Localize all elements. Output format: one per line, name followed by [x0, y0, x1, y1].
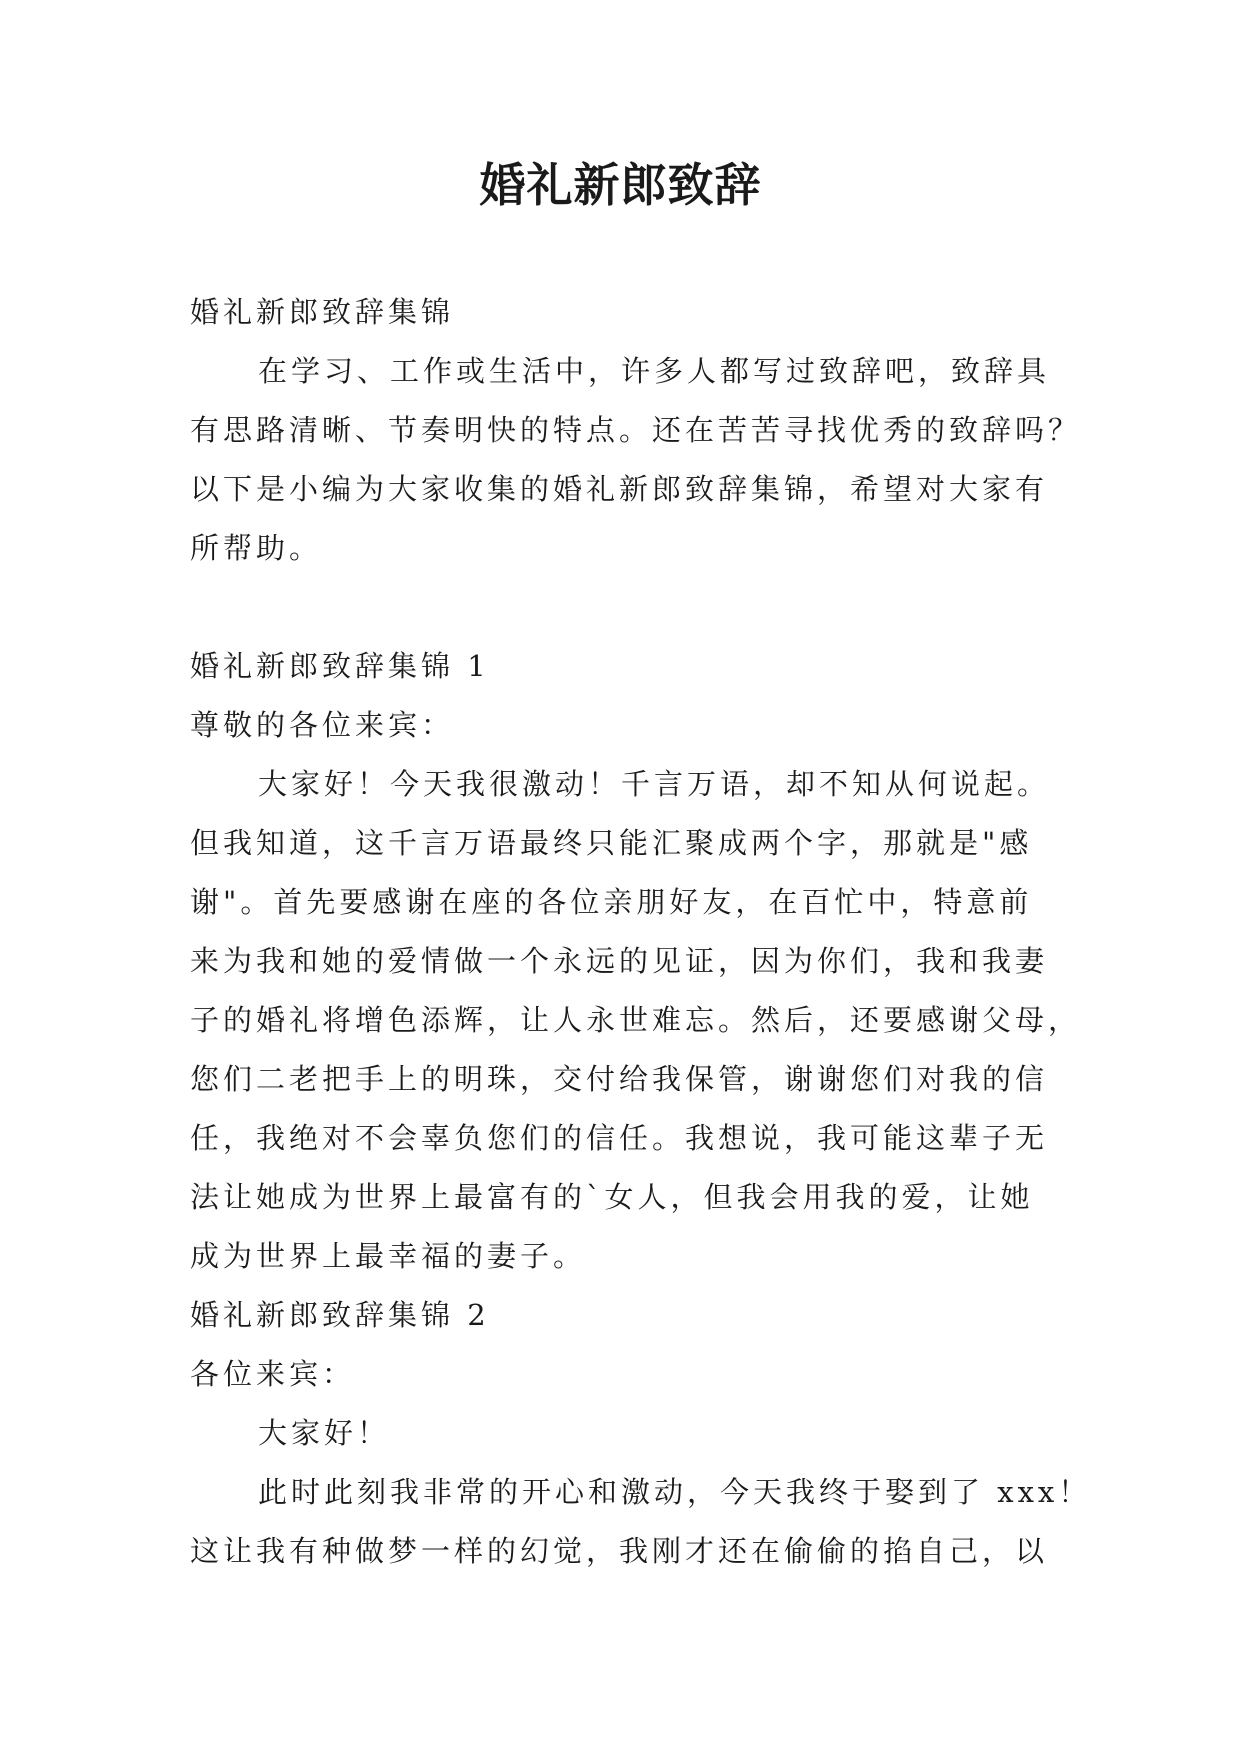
section2-line: 此时此刻我非常的开心和激动，今天我终于娶到了 xxx！ — [258, 1475, 1092, 1509]
section1-line: 您们二老把手上的明珠，交付给我保管，谢谢您们对我的信 — [190, 1062, 1049, 1096]
document-title: 婚礼新郎致辞 — [479, 158, 762, 212]
intro-line: 在学习、工作或生活中，许多人都写过致辞吧，致辞具 — [258, 354, 1051, 388]
section1-line: 任，我绝对不会辜负您们的信任。我想说，我可能这辈子无 — [190, 1121, 1049, 1155]
subtitle: 婚礼新郎致辞集锦 — [190, 295, 455, 329]
section1-line: 成为世界上最幸福的妻子。 — [190, 1239, 587, 1273]
section1-line: 大家好！今天我很激动！千言万语，却不知从何说起。 — [258, 767, 1051, 801]
section1-line: 但我知道，这千言万语最终只能汇聚成两个字，那就是"感 — [190, 826, 1033, 860]
section1-salutation: 尊敬的各位来宾： — [190, 708, 455, 742]
section2-line: 这让我有种做梦一样的幻觉，我刚才还在偷偷的掐自己，以 — [190, 1534, 1049, 1568]
paragraph-gap — [190, 578, 1060, 637]
section2-salutation: 各位来宾： — [190, 1357, 356, 1391]
section1-line: 子的婚礼将增色添辉，让人永世难忘。然后，还要感谢父母， — [190, 1003, 1082, 1037]
intro-line: 所帮助。 — [190, 531, 323, 565]
section1-line: 来为我和她的爱情做一个永远的见证，因为你们，我和我妻 — [190, 944, 1049, 978]
section2-greeting: 大家好！ — [258, 1416, 391, 1450]
intro-line: 以下是小编为大家收集的婚礼新郎致辞集锦，希望对大家有 — [190, 472, 1049, 506]
section1-line: 谢"。首先要感谢在座的各位亲朋好友，在百忙中，特意前 — [190, 885, 1033, 919]
intro-line: 有思路清晰、节奏明快的特点。还在苦苦寻找优秀的致辞吗？ — [190, 413, 1082, 447]
section1-line: 法让她成为世界上最富有的`女人，但我会用我的爱，让她 — [190, 1180, 1034, 1214]
section2-heading: 婚礼新郎致辞集锦 2 — [190, 1298, 490, 1332]
document-body — [190, 283, 1092, 1581]
section1-heading: 婚礼新郎致辞集锦 1 — [190, 649, 490, 683]
